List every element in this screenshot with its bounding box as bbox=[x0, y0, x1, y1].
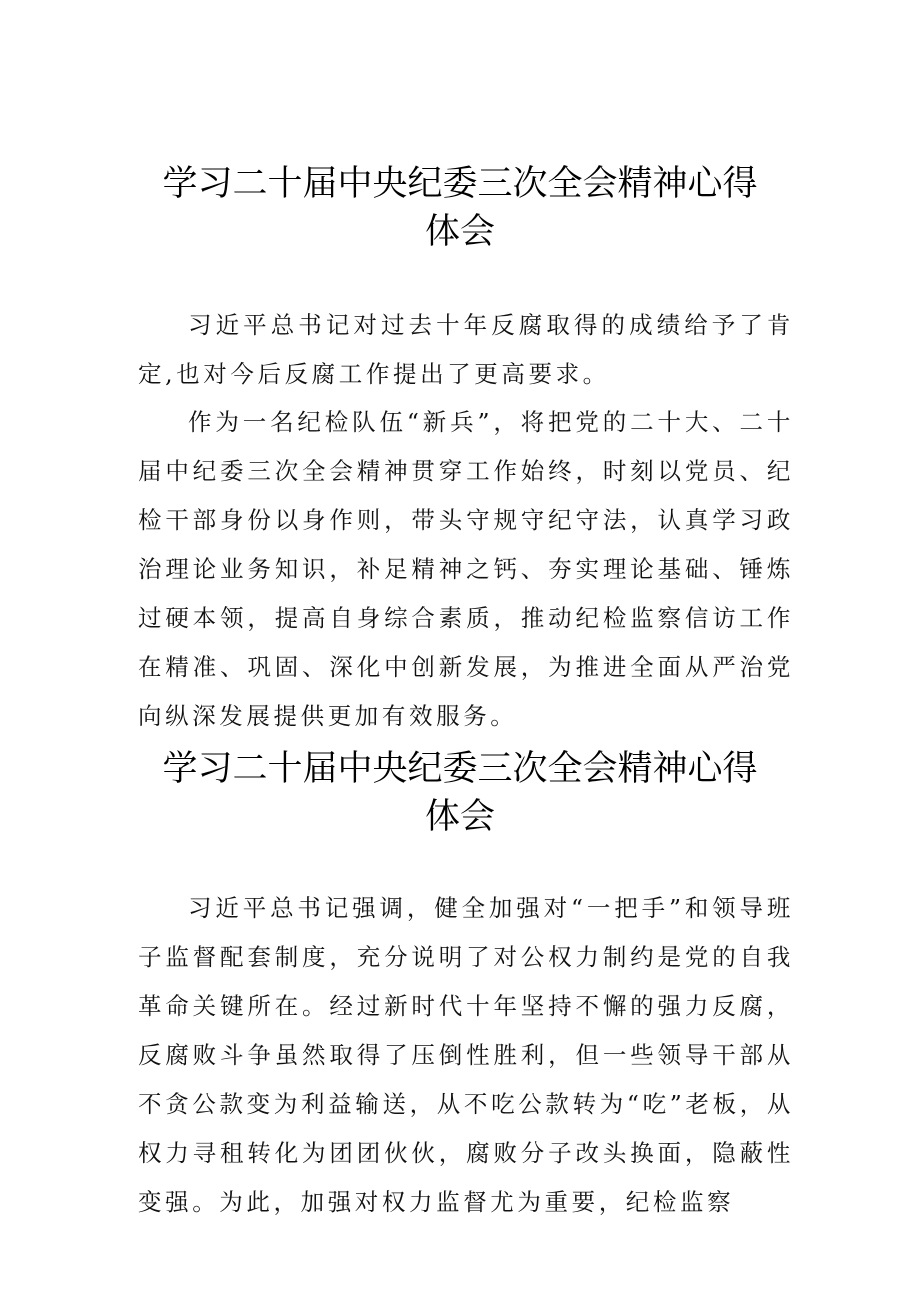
body-paragraph: 习近平总书记对过去十年反腐取得的成绩给予了肯定,也对今后反腐工作提出了更高要求。 bbox=[138, 311, 794, 388]
section-title: 学习二十届中央纪委三次全会精神心得体会 bbox=[162, 749, 758, 837]
body-paragraph: 习近平总书记强调，健全加强对“一把手”和领导班子监督配套制度，充分说明了对公权力制约是党的自我革命关键所在。经过新时代十年坚持不懈的强力反腐，反腐败斗争虽然取得了压倒性胜利，但一些领导干部从不贪公款变为利益输送，从不吃公款转为“吃”老板，从权力寻租转化为团团伙伙，腐败分子改头换面，隐蔽性变强。为此，加强对权力监督尤为重要，纪检监察 bbox=[138, 894, 794, 1216]
body-paragraph: 作为一名纪检队伍“新兵”，将把党的二十大、二十届中纪委三次全会精神贯穿工作始终，时刻以党员、纪检干部身份以身作则，带头守规守纪守法，认真学习政治理论业务知识，补足精神之钙、夯实理论基础、锤炼过硬本领，提高自身综合素质，推动纪检监察信访工作在精准、巩固、深化中创新发展，为推进全面从严治党向纵深发展提供更加有效服务。 bbox=[138, 408, 794, 730]
section-title: 学习二十届中央纪委三次全会精神心得体会 bbox=[162, 164, 758, 252]
